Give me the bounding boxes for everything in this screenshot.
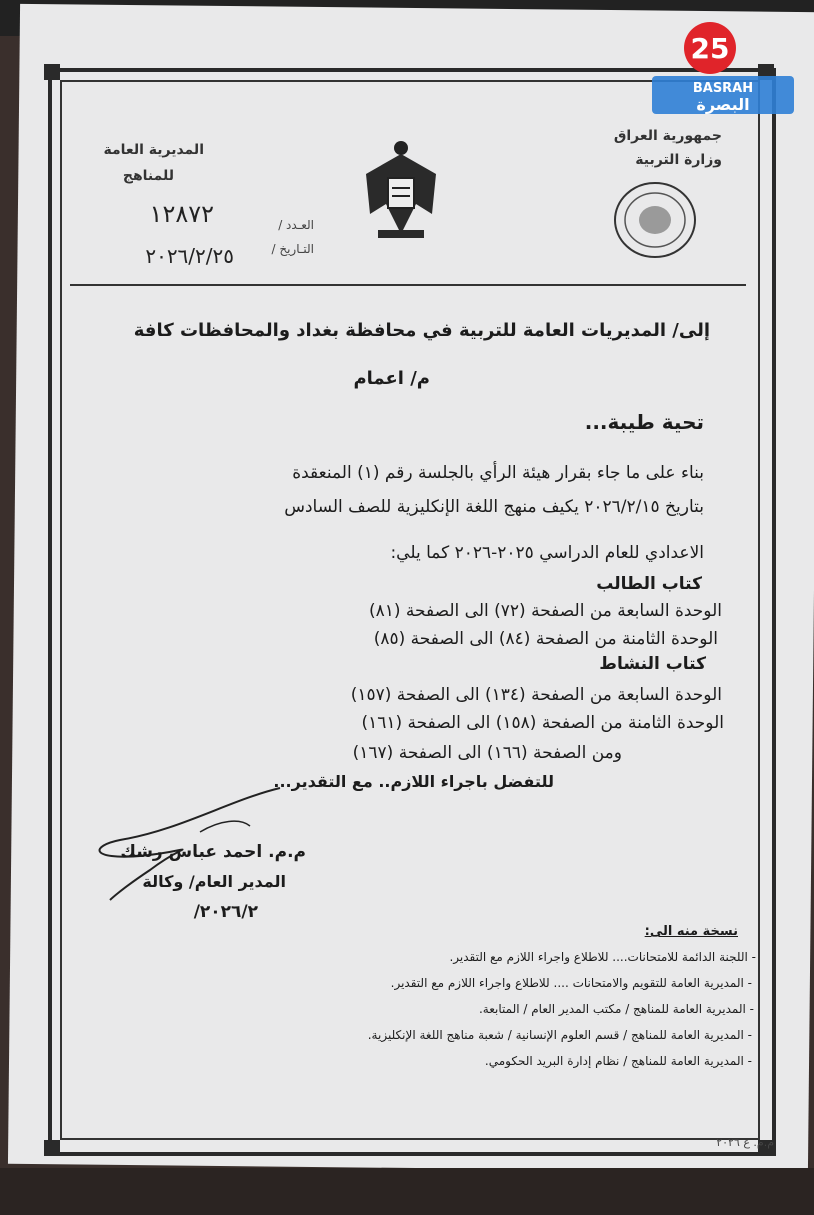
activity-book-item: الوحدة الثامنة من الصفحة (١٥٨) الى الصفحة (١٦١) (361, 713, 724, 733)
directorate-name: المديرية العامة (103, 142, 204, 158)
watermark-brand-ar: البصرة (696, 95, 750, 114)
signatory-name: م.م. احمد عباس رشك (120, 842, 306, 862)
greeting: تحية طيبة... (584, 410, 704, 434)
document-number: ١٢٨٧٢ (149, 200, 214, 228)
paragraph-line-2: بتاريخ ٢٠٢٦/٢/١٥ يكيف منهج اللغة الإنكليزية للصف السادس (284, 497, 704, 517)
watermark-brand: BASRAH (692, 81, 754, 96)
activity-book-item: الوحدة السابعة من الصفحة (١٣٤) الى الصفحة (١٥٧) (350, 685, 722, 705)
activity-book-title: كتاب النشاط (599, 654, 706, 674)
activity-book-item: ومن الصفحة (١٦٦) الى الصفحة (١٦٧) (352, 743, 622, 763)
student-book-item: الوحدة السابعة من الصفحة (٧٢) الى الصفحة (٨١) (368, 601, 722, 621)
ministry-name: وزارة التربية (635, 152, 722, 168)
student-book-title: كتاب الطالب (596, 574, 702, 594)
eagle-emblem-icon (356, 134, 446, 242)
paragraph-line-1: بناء على ما جاء بقرار هيئة الرأي بالجلسة رقم (١) المنعقدة (292, 463, 704, 483)
directorate-subname: للمناهج (122, 168, 174, 184)
number-label: العـدد / (278, 218, 314, 232)
signature-date: ٢٠٢٦/٢/ (193, 902, 258, 922)
country-name: جمهورية العراق (613, 128, 722, 144)
date-label: التـاريخ / (271, 242, 314, 256)
paragraph-line-3: الاعدادي للعام الدراسي ٢٠٢٥-٢٠٢٦ كما يلي: (390, 543, 704, 563)
student-book-item: الوحدة الثامنة من الصفحة (٨٤) الى الصفحة (٨٥) (373, 629, 718, 649)
copy-item: - المديرية العامة للتقويم والامتحانات .... للاطلاع واجراء اللازم مع التقدير. (390, 976, 752, 990)
copy-item: - المديرية العامة للمناهج / مكتب المدير العام / المتابعة. (478, 1002, 754, 1016)
subject-line: م/ اعمام (353, 368, 430, 389)
copy-item: - اللجنة الدائمة للامتحانات.... للاطلاع واجراء اللازم مع التقدير. (449, 950, 756, 964)
footer-reference: م.م. ع ٢٠٢٦ (716, 1136, 774, 1149)
document-date: ٢٠٢٦/٢/٢٥ (145, 244, 234, 268)
recipient-line: إلى/ المديريات العامة للتربية في محافظة بغداد والمحافظات كافة (133, 320, 710, 341)
copy-item: - المديرية العامة للمناهج / نظام إدارة البريد الحكومي. (484, 1054, 752, 1068)
corner-ornament (44, 1140, 60, 1156)
bottom-dark-band (0, 1168, 814, 1215)
basrah-watermark-logo (648, 14, 798, 126)
closing-line: للتفضل باجراء اللازم.. مع التقدير... (273, 772, 554, 791)
corner-ornament (44, 64, 60, 80)
ministry-seal-icon (612, 180, 698, 260)
signatory-title: المدير العام/ وكالة (142, 872, 286, 891)
copy-item: - المديرية العامة للمناهج / قسم العلوم الإنسانية / شعبة مناهج اللغة الإنكليزية. (367, 1028, 752, 1042)
copies-title: نسخة منه الى: (644, 924, 738, 939)
watermark-number: 25 (690, 32, 730, 65)
header-divider (70, 284, 746, 286)
